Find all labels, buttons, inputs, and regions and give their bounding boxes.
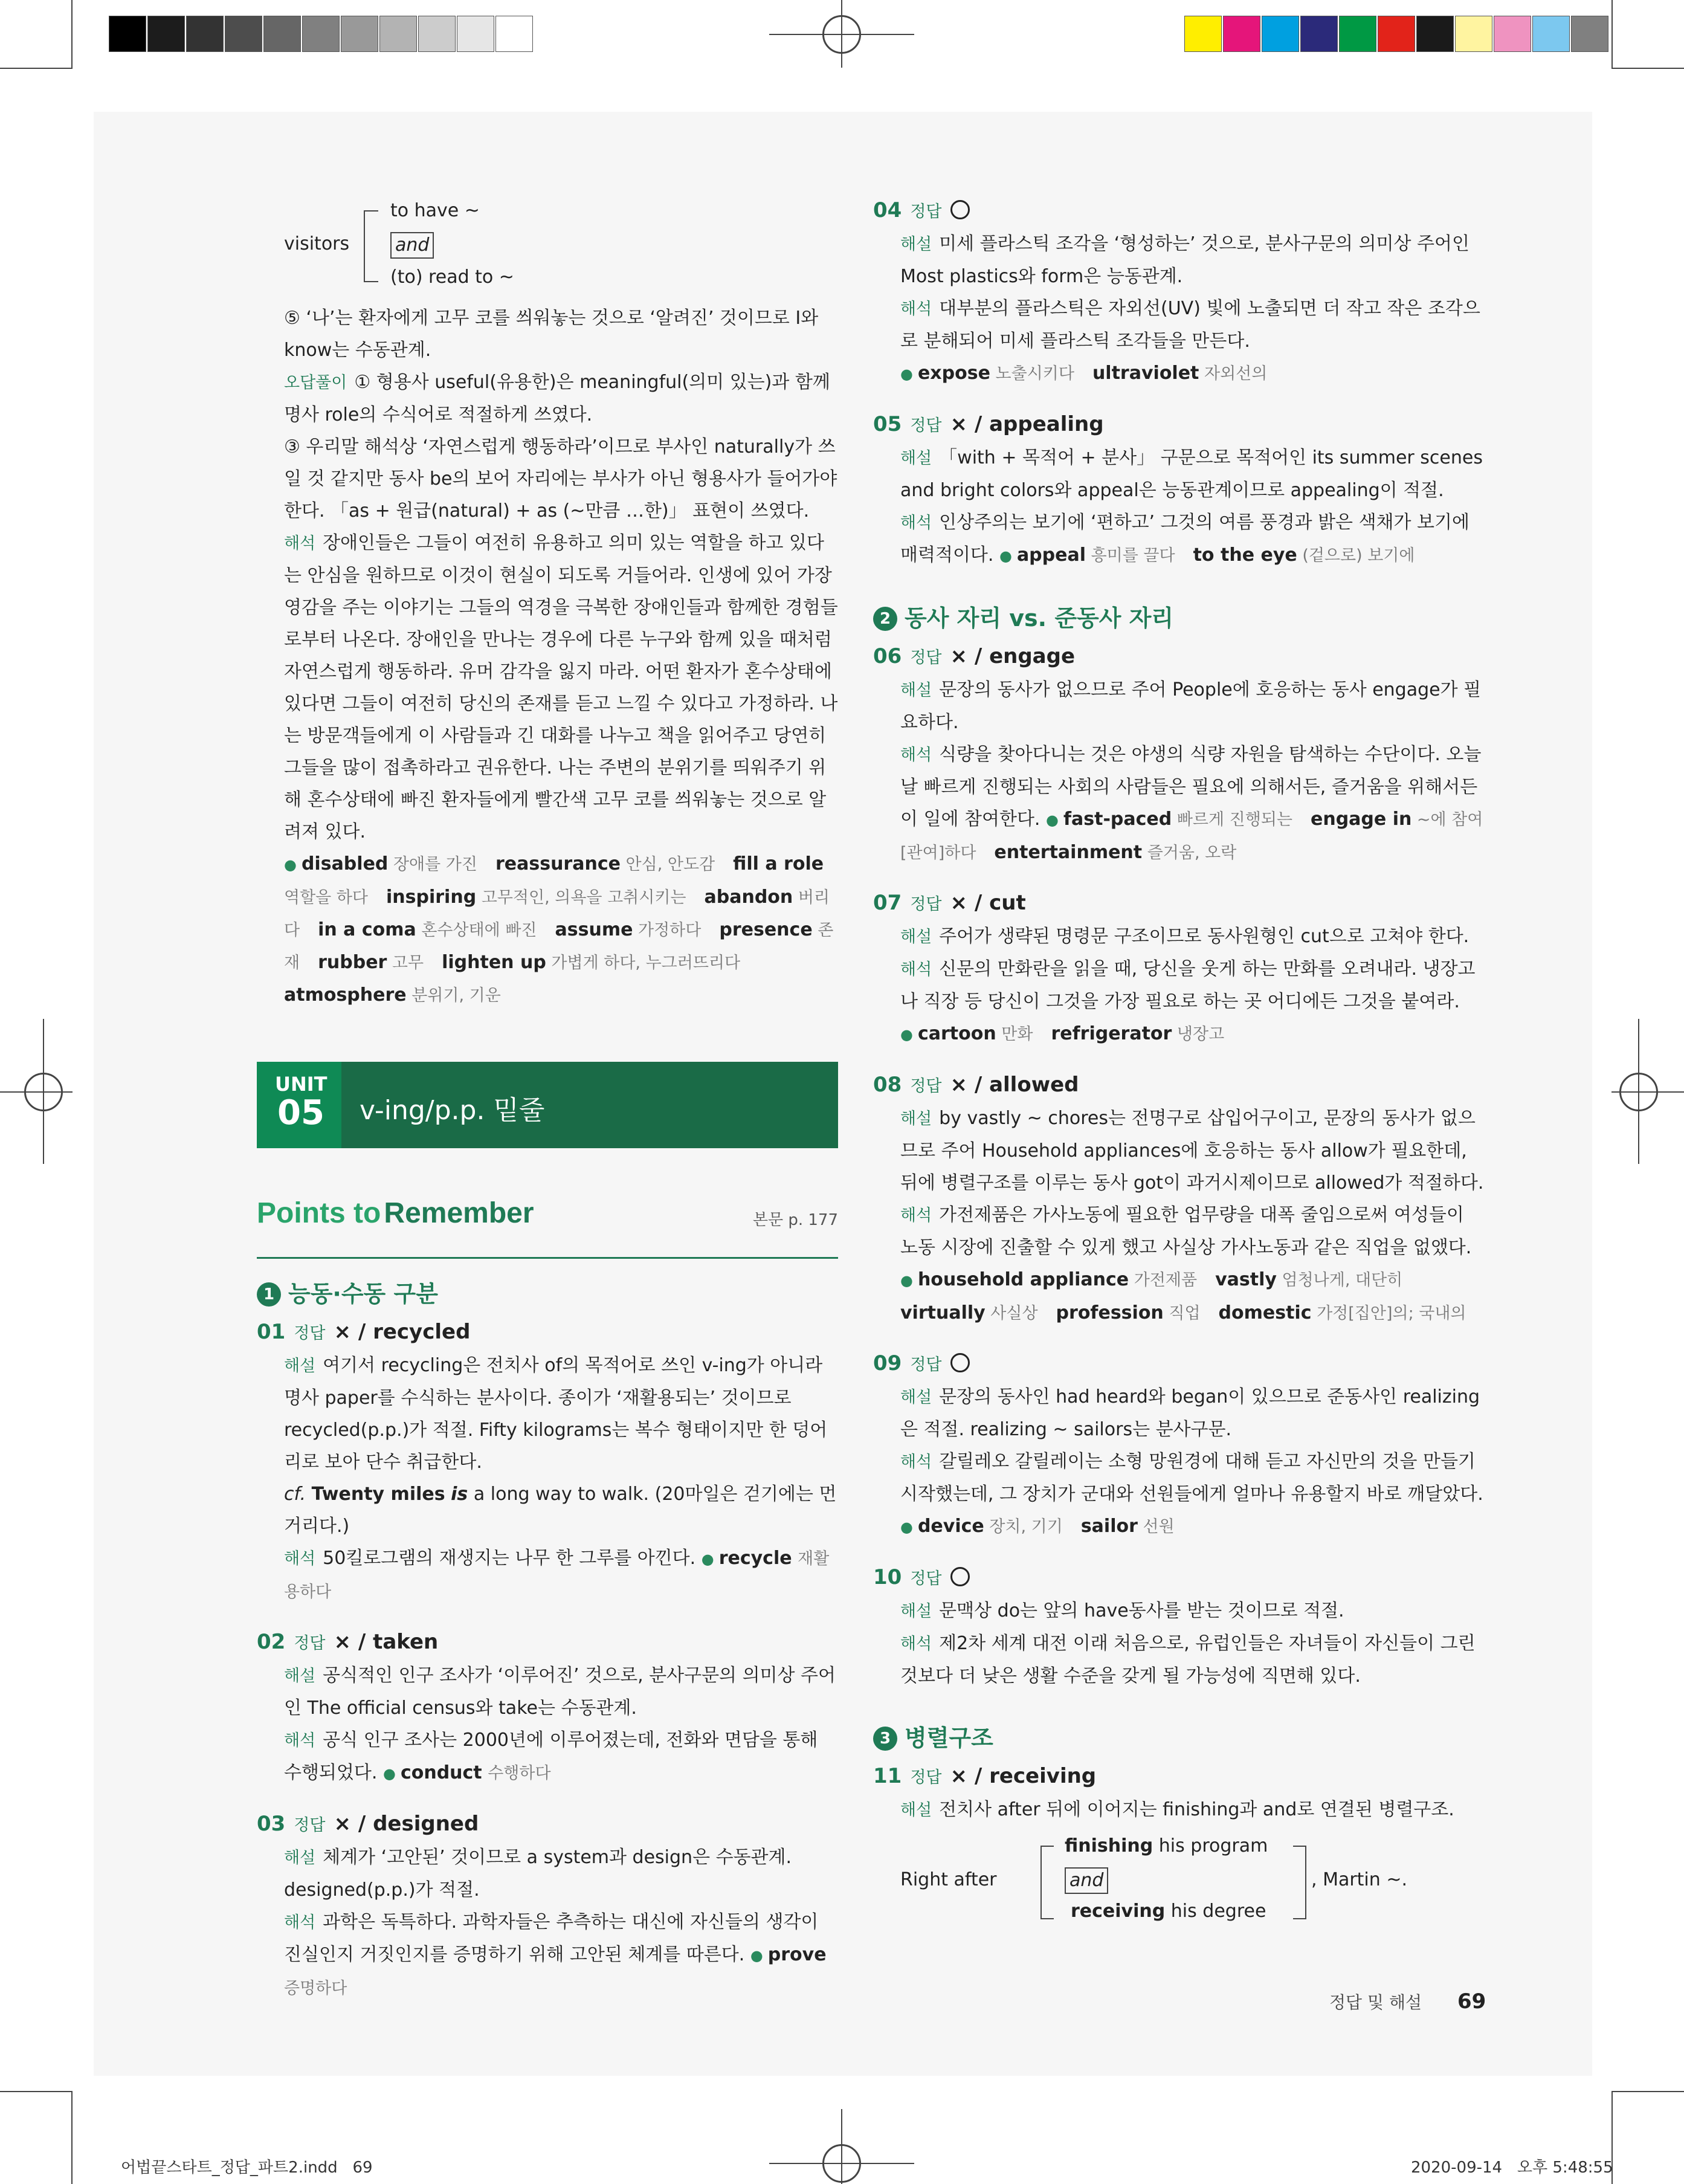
vocab-term: reassurance <box>495 853 621 874</box>
q08-explanation: 해설 by vastly ~ chores는 전명구로 삽입어구이고, 문장의 동사가 없으므로 주어 Household appliances에 호응하는 동사 allow가 필요한데, 뒤에 병렬구조를 이루는 동사 got이 과거시제이므로 allowed가 적절하다. <box>900 1108 1484 1194</box>
q04-header: 04 정답 <box>873 195 1486 228</box>
diagram-conj: and <box>1065 1867 1108 1894</box>
vocab-term: appeal <box>1016 544 1086 566</box>
diagram-subject: visitors <box>284 233 350 254</box>
q05-answer: × / appealing <box>950 412 1104 436</box>
q06-explanation: 해설 문장의 동사가 없으므로 주어 People에 호응하는 동사 engage가 필요하다. <box>900 679 1482 733</box>
q06-answer: × / engage <box>950 644 1076 668</box>
q01-answer: × / recycled <box>334 1320 471 1344</box>
translation-text: 장애인들은 그들이 여전히 유용하고 의미 있는 역할을 하고 있다는 안심을 원하므로 이것이 현실이 되도록 거들어라. 인생에 있어 가장 영감을 주는 이야기는 그들의 역경을 극복한 장애인들과 함께한 경험들로부터 나온다. 장애인을 만나는 경우에 다른 누구와 함께 있을 때처럼 자연스럽게 행동하라. 유머 감각을 잃지 마라. 어떤 환자가 혼수상태에 있다면 그들이 여전히 당신의 존재를 듣고 느낄 수 있다고 가정하라. 나는 방문객들에게 이 사람들과 긴 대화를 나누고 책을 읽어주고 당연히 그들을 많이 접촉하라고 권유한다. 나는 주변의 분위기를 띄워주기 위해 혼수상태에 빠진 환자들에게 빨간색 고무 코를 씌워놓는 것으로 알려져 있다. <box>284 532 838 842</box>
vocab-term: atmosphere <box>284 984 407 1006</box>
translation-label: 해석 <box>284 534 316 553</box>
bullet-icon: ● <box>900 1272 913 1289</box>
q03-answer: × / designed <box>334 1812 479 1836</box>
q09-header: 09 정답 <box>873 1348 1486 1381</box>
option-5-explanation: ⑤ ‘나’는 환자에게 고무 코를 씌워놓는 것으로 ‘알려진’ 것이므로 I와 know는 수동관계. <box>284 308 819 361</box>
page-number: 69 <box>1457 1989 1486 2014</box>
vocab-meaning: 존재 <box>284 921 834 972</box>
vocab-term: lighten up <box>442 952 546 973</box>
vocab-meaning: 분위기, 기운 <box>406 986 501 1005</box>
q10-header: 10 정답 <box>873 1562 1486 1595</box>
q02-header: 02 정답 × / taken <box>257 1630 439 1654</box>
print-slug-file: 어법끝스타트_정답_파트2.indd 69 <box>121 2159 373 2177</box>
page-reference: 본문 p. 177 <box>752 1211 838 1229</box>
vocab-meaning: (겉으로) 보기에 <box>1297 546 1415 565</box>
q11-header: 11 정답 × / receiving <box>873 1764 1097 1788</box>
q05-explanation: 해설 「with + 목적어 + 분사」 구문으로 목적어인 its summer scenes and bright colors와 appeal은 능동관계이므로 appealing이 적절. <box>900 447 1483 501</box>
vocab-term: fast-paced <box>1063 809 1172 830</box>
q09-vocab <box>900 1510 1486 1543</box>
vocab-meaning: 가볍게 하다, 누그러뜨리다 <box>546 954 741 972</box>
vocab-items <box>918 1516 1175 1537</box>
vocab-meaning: 고무 <box>387 954 424 972</box>
vocab-meaning: 냉장고 <box>1172 1025 1225 1044</box>
diagram-bracket-left <box>1040 1846 1054 1919</box>
vocab-term: refrigerator <box>1051 1023 1172 1044</box>
q07-answer: × / cut <box>950 891 1026 915</box>
vocab-items <box>1017 544 1415 566</box>
vocab-items <box>918 1023 1224 1044</box>
vocab-meaning: 가전제품 <box>1129 1271 1198 1290</box>
left-column <box>284 193 840 1012</box>
bullet-icon: ● <box>900 1519 913 1536</box>
right-column <box>873 195 1486 1933</box>
vocab-term: domestic <box>1218 1302 1312 1323</box>
vocab-meaning: 노출시키다 <box>990 364 1074 383</box>
diagram-conj: and <box>390 232 434 259</box>
unit-number: 05 <box>277 1093 324 1132</box>
q11-answer: × / receiving <box>950 1764 1097 1788</box>
bullet-icon: ● <box>382 1765 396 1782</box>
passage-translation <box>284 527 840 848</box>
q03-translation: 해석 과학은 독특하다. 과학자들은 추측하는 대신에 자신들의 생각이 진실인지 거짓인지를 증명하기 위해 고안된 체계를 따른다. ● prove 증명하다 <box>284 1911 827 1998</box>
bullet-icon: ● <box>284 856 297 873</box>
q02-translation: 해석 공식 인구 조사는 2000년에 이루어졌는데, 전화와 면담을 통해 수행되었다. ● conduct 수행하다 <box>284 1730 818 1783</box>
diagram-top: to have ~ <box>390 200 480 221</box>
vocab-meaning: 사실상 <box>985 1304 1038 1323</box>
section-1-title: 능동·수동 구분 <box>288 1281 438 1307</box>
section-3-title: 병렬구조 <box>905 1725 993 1751</box>
vocab-term: ultraviolet <box>1092 363 1199 384</box>
vocab-meaning: 만화 <box>996 1025 1033 1044</box>
vocab-term: entertainment <box>994 842 1143 863</box>
crop-mark <box>0 2091 73 2092</box>
bullet-icon: ● <box>750 1947 763 1964</box>
q04-vocab <box>900 357 1486 390</box>
diagram-bracket-right <box>1293 1846 1306 1919</box>
crop-mark <box>0 68 73 69</box>
vocab-meaning: 버리다 <box>284 888 830 940</box>
q08-answer: × / allowed <box>950 1073 1079 1097</box>
vocab-items <box>284 853 833 1006</box>
vocab-meaning: 직업 <box>1163 1304 1201 1323</box>
left-column-questions <box>257 1278 840 2005</box>
crop-mark <box>71 0 73 68</box>
section-2-heading: 2 동사 자리 vs. 준동사 자리 <box>873 603 1486 635</box>
vocab-term: device <box>917 1516 984 1537</box>
vocab-term: abandon <box>704 887 793 908</box>
q02-explanation: 해설 공식적인 인구 조사가 ‘이루어진’ 것으로, 분사구문의 의미상 주어인 The official census와 take는 수동관계. <box>284 1665 836 1719</box>
q10-translation: 해석 제2차 세계 대전 이래 처음으로, 유럽인들은 자녀들이 자신들이 그린 것보다 더 낮은 생활 수준을 갖게 될 가능성에 직면해 있다. <box>900 1633 1476 1687</box>
q02-answer: × / taken <box>334 1630 439 1654</box>
diagram-bottom: (to) read to ~ <box>390 267 514 288</box>
vocab-meaning: 빠르게 진행되는 <box>1172 810 1292 829</box>
page-footer <box>1329 1989 1486 2014</box>
print-slug-date: 2020-09-14 오후 5:48:55 <box>1411 2159 1613 2177</box>
crop-mark <box>1611 2091 1684 2092</box>
bullet-icon: ● <box>900 366 913 383</box>
vocab-term: virtually <box>900 1302 986 1323</box>
vocab-term: presence <box>719 919 813 940</box>
vocab-meaning: 안심, 안도감 <box>620 855 715 874</box>
unit-title: v-ing/p.p. 밑줄 <box>360 1095 545 1126</box>
q08-header: 08 정답 × / allowed <box>873 1073 1079 1097</box>
vocab-meaning: 장애를 가진 <box>388 855 477 874</box>
points-title-a: Points to <box>257 1197 381 1229</box>
correct-circle-icon <box>950 200 970 219</box>
correct-circle-icon <box>950 1567 970 1586</box>
wrong-3: ③ 우리말 해석상 ‘자연스럽게 행동하라’이므로 부사인 naturally가 쓰일 것 같지만 동사 be의 보어 자리에는 부사가 아닌 형용사가 들어가야 한다. 「as + 원급(natural) + as (~만큼 …한)」 표현이 쓰였다. <box>284 436 837 522</box>
q07-header: 07 정답 × / cut <box>873 891 1026 915</box>
q08-vocab <box>900 1264 1486 1329</box>
diagram-lead: Right after <box>900 1869 997 1890</box>
q07-explanation: 해설 주어가 생략된 명령문 구조이므로 동사원형인 cut으로 고쳐야 한다. <box>900 926 1469 947</box>
bullet-icon: ● <box>900 1026 913 1043</box>
answer-label: 정답 <box>294 1324 326 1343</box>
q01-header <box>257 1316 840 1349</box>
vocab-meaning: 즐거움, 오락 <box>1142 844 1237 862</box>
vocab-term: household appliance <box>917 1269 1129 1290</box>
vocab-meaning: 혼수상태에 빠진 <box>416 921 537 940</box>
vocab-meaning: 가정하다 <box>633 921 702 940</box>
q01-translation: 해석 50킬로그램의 재생지는 나무 한 그루를 아낀다. ● recycle 재활용하다 <box>284 1548 830 1601</box>
bullet-icon: ● <box>1046 812 1059 829</box>
q07-translation: 해석 신문의 만화란을 읽을 때, 당신을 웃게 하는 만화를 오려내라. 냉장고나 직장 등 당신이 그것을 가장 필요로 하는 곳 어디에든 그것을 붙여라. <box>900 958 1476 1012</box>
points-title-b: Remember <box>384 1197 534 1229</box>
vocab-term: cartoon <box>917 1023 996 1044</box>
vocab-term: profession <box>1056 1302 1164 1323</box>
vocab-term: vastly <box>1215 1269 1277 1290</box>
q09-translation: 해석 갈릴레오 갈릴레이는 소형 망원경에 대해 듣고 자신만의 것을 만들기 시작했는데, 그 장치가 군대와 선원들에게 얼마나 유용할지 바로 깨달았다. <box>900 1451 1483 1505</box>
diagram-bracket <box>364 210 378 282</box>
vocab-meaning: 엄청나게, 대단히 <box>1276 1271 1403 1290</box>
vocab-term: fill a role <box>733 853 824 874</box>
vocab-term: disabled <box>301 853 389 874</box>
q01-explanation: 해설 여기서 recycling은 전치사 of의 목적어로 쓰인 v-ing가 아니라 명사 paper를 수식하는 분사이다. 종이가 ‘재활용되는’ 것이므로 recycled(p.p.)가 적절. Fifty kilograms는 복수 형태이지만 한 덩어리로 보아 단수 취급한다. <box>284 1355 828 1473</box>
correct-circle-icon <box>950 1353 970 1372</box>
parallel-diagram-visitors <box>284 193 840 296</box>
vocab-term: sailor <box>1080 1516 1138 1537</box>
wrong-answer-note <box>284 366 840 431</box>
vocab-term: inspiring <box>386 887 477 908</box>
q05-translation: 해석 인상주의는 보기에 ‘편하고’ 그것의 여름 풍경과 밝은 색채가 보기에 매력적이다. ● appeal 흥미를 끌다 to the eye (겉으로) 보기에 <box>900 512 1469 566</box>
vocab-meaning: 고무적인, 의욕을 고취시키는 <box>476 888 686 907</box>
vocab-term: engage in <box>1311 809 1412 830</box>
q06-header: 06 정답 × / engage <box>873 644 1076 668</box>
unit-banner <box>257 1062 838 1148</box>
footer-section: 정답 및 해설 <box>1329 1992 1422 2012</box>
vocab-list <box>284 848 840 1012</box>
vocab-term: expose <box>917 363 990 384</box>
crop-mark <box>71 2092 73 2184</box>
q01-cf: cf. Twenty miles is a long way to walk. (20마일은 걷기에는 먼 거리다.) <box>284 1484 837 1537</box>
parallel-diagram-martin <box>900 1830 1486 1933</box>
q08-translation: 해석 가전제품은 가사노동에 필요한 업무량을 대폭 줄임으로써 여성들이 노동 시장에 진출할 수 있게 했고 사실상 가사노동과 같은 직업을 없앴다. <box>900 1204 1472 1258</box>
unit-word: UNIT <box>275 1073 327 1096</box>
vocab-meaning: 자외선의 <box>1199 364 1268 383</box>
vocab-term: to the eye <box>1193 544 1297 566</box>
q09-explanation: 해설 문장의 동사인 had heard와 began이 있으므로 준동사인 realizing은 적절. realizing ~ sailors는 분사구문. <box>900 1386 1480 1440</box>
vocab-term: rubber <box>318 952 387 973</box>
q04-translation: 해석 대부분의 플라스틱은 자외선(UV) 빛에 노출되면 더 작고 작은 조각으로 분해되어 미세 플라스틱 조각들을 만든다. <box>900 298 1480 352</box>
q01-number: 01 <box>257 1320 286 1344</box>
q10-explanation: 해설 문맥상 do는 앞의 have동사를 받는 것이므로 적절. <box>900 1600 1344 1621</box>
section-3-heading: 3 병렬구조 <box>873 1722 1486 1754</box>
wrong-label: 오답풀이 <box>284 373 347 392</box>
section-1-heading <box>257 1278 840 1310</box>
vocab-meaning: 장치, 기기 <box>984 1517 1063 1536</box>
diagram-bottom-line: receiving his degree <box>1071 1901 1266 1922</box>
bullet-icon: ● <box>999 548 1012 564</box>
vocab-term: assume <box>555 919 633 940</box>
q06-translation: 해석 식량을 찾아다니는 것은 야생의 식량 자원을 탐색하는 수단이다. 오늘날 빠르게 진행되는 사회의 사람들은 필요에 의해서든, 즐거움을 위해서든 이 일에 참여한다. ● fast-paced 빠르게 진행되는 engage in ~에 참여[관여]하다 entertainment 즐거움, 오락 <box>900 744 1483 863</box>
bullet-icon: ● <box>701 1551 714 1568</box>
q03-explanation: 해설 체계가 ‘고안된’ 것이므로 a system과 design은 수동관계. designed(p.p.)가 적절. <box>284 1847 792 1901</box>
q03-header: 03 정답 × / designed <box>257 1812 479 1836</box>
q11-explanation: 해설 전치사 after 뒤에 이어지는 finishing과 and로 연결된 병렬구조. <box>900 1799 1454 1820</box>
vocab-meaning: 가정[집안]의; 국내의 <box>1311 1304 1466 1323</box>
crop-mark <box>1611 68 1684 69</box>
points-header <box>257 1197 838 1259</box>
q07-vocab <box>900 1018 1486 1051</box>
diagram-top-line: finishing his program <box>1065 1835 1268 1856</box>
vocab-meaning: 선원 <box>1137 1517 1175 1536</box>
section-1-number: 1 <box>257 1282 281 1307</box>
vocab-meaning: 역할을 하다 <box>284 888 368 907</box>
wrong-1: ① 형용사 useful(유용한)은 meaningful(의미 있는)과 함께 명사 role의 수식어로 적절하게 쓰였다. <box>284 372 830 425</box>
q05-header: 05 정답 × / appealing <box>873 412 1104 436</box>
section-2-title: 동사 자리 vs. 준동사 자리 <box>905 605 1174 632</box>
vocab-term: in a coma <box>318 919 416 940</box>
vocab-items <box>918 363 1267 384</box>
vocab-meaning: 흥미를 끌다 <box>1086 546 1175 565</box>
vocab-items <box>900 1269 1466 1323</box>
q04-explanation: 해설 미세 플라스틱 조각을 ‘형성하는’ 것으로, 분사구문의 의미상 주어인 Most plastics와 form은 능동관계. <box>900 233 1469 287</box>
crop-mark <box>1611 0 1613 68</box>
diagram-tail: , Martin ~. <box>1311 1869 1407 1890</box>
vocab-meaning: ~에 참여[관여]하다 <box>900 810 1483 862</box>
